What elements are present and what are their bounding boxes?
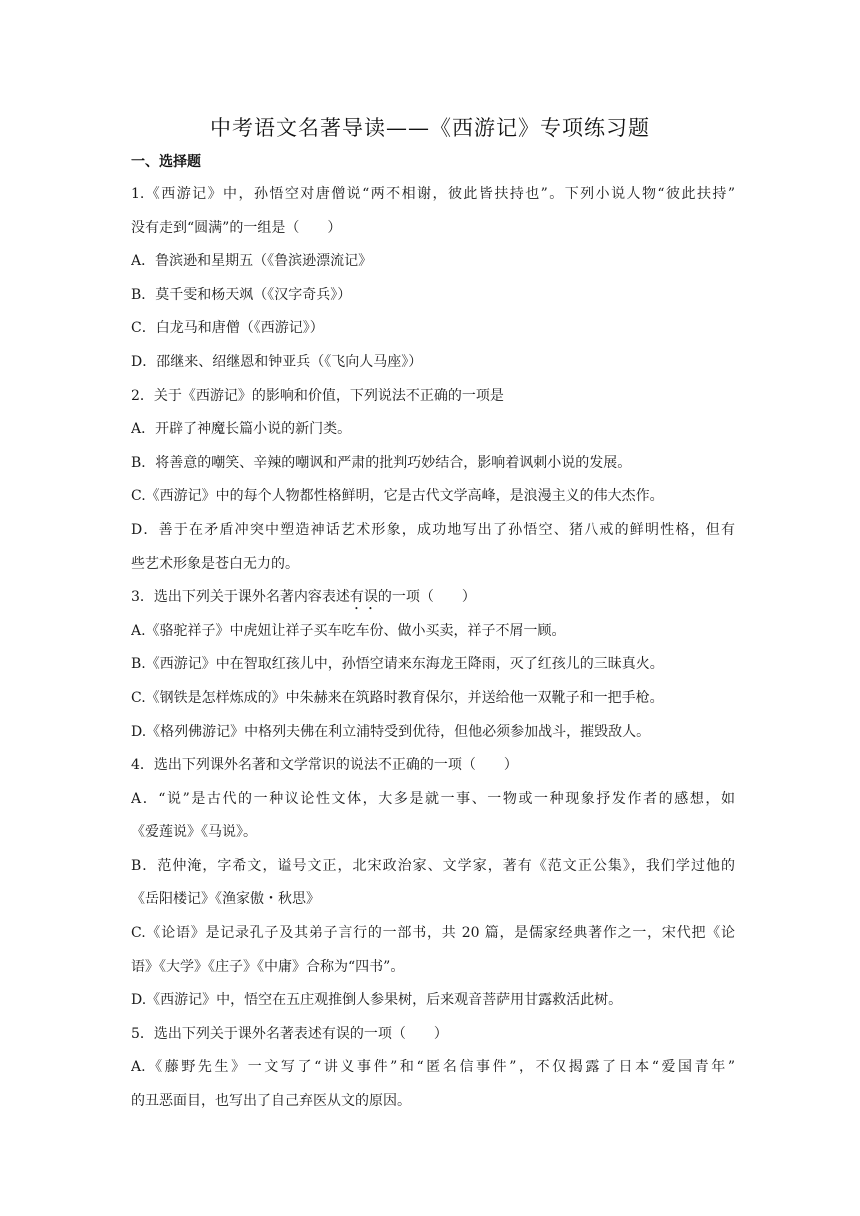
q4-option-c-line1: C.《论语》是记录孔子及其弟子言行的一部书，共 20 篇，是儒家经典著作之一，宋代把《论 [131, 925, 735, 942]
q3-stem [131, 581, 735, 615]
section-heading: 一、选择题 [131, 154, 201, 170]
q4-option-a-line1: A．“说”是古代的一种议论性文体，大多是就一事、一物或一种现象抒发作者的感想，如 [131, 790, 735, 807]
q1-option-b: B．莫千雯和杨天飒（《汉字奇兵》） [131, 286, 352, 303]
q4-option-b-line1: B．范仲淹，字希文，谥号文正，北宋政治家、文学家，著有《范文正公集》，我们学过他的 [131, 857, 735, 874]
q4-option-c-line2: 语》《大学》《庄子》《中庸》合称为“四书”。 [131, 958, 405, 975]
q1-stem-line1: 1.《西游记》中，孙悟空对唐僧说“两不相谢，彼此皆扶持也”。下列小说人物“彼此扶持” [131, 186, 735, 202]
q3-option-d: D.《格列佛游记》中格列夫佛在利立浦特受到优待，但他必须参加战斗，摧毁敌人。 [131, 723, 651, 740]
q1-option-d: D．邵继来、绍继恩和钟亚兵（《飞向人马座》） [131, 353, 423, 370]
question-list [131, 178, 735, 1119]
q1-option-a: A．鲁滨逊和星期五（《鲁滨逊漂流记》 [131, 253, 373, 270]
q5-option-a-line1: A.《藤野先生》一文写了“讲义事件”和“匿名信事件”，不仅揭露了日本“爱国青年” [131, 1059, 735, 1076]
q2-option-a: A．开辟了神魔长篇小说的新门类。 [131, 421, 352, 438]
q2-stem: 2．关于《西游记》的影响和价值，下列说法不正确的一项是 [131, 387, 504, 404]
q3-stem-pre: 3．选出下列关于课外名著内容表述 [131, 589, 350, 606]
q1-option-c: C．白龙马和唐僧（《西游记》） [131, 320, 324, 337]
q2-option-c: C.《西游记》中的每个人物都性格鲜明，它是古代文学高峰，是浪漫主义的伟大杰作。 [131, 488, 664, 505]
page-title: 中考语文名著导读——《西游记》专项练习题 [210, 116, 650, 140]
q1-stem-line2: 没有走到“圆满”的一组是（ ） [131, 219, 342, 236]
q3-stem-emphasis: 有误 [349, 589, 378, 606]
q3-option-a: A.《骆驼祥子》中虎妞让祥子买车吃车份、做小买卖，祥子不屑一顾。 [131, 622, 566, 639]
q2-option-d-line1: D．善于在矛盾冲突中塑造神话艺术形象，成功地写出了孙悟空、猪八戒的鲜明性格，但有 [131, 521, 735, 538]
q3-stem-post: 的一项（ ） [377, 589, 476, 606]
q5-stem: 5．选出下列关于课外名著表述有误的一项（ ） [131, 1025, 448, 1042]
q2-option-b: B．将善意的嘲笑、辛辣的嘲讽和严肃的批判巧妙结合，影响着讽刺小说的发展。 [131, 454, 632, 471]
q2-option-d-line2: 些艺术形象是苍白无力的。 [131, 555, 299, 572]
q4-option-a-line2: 《爱莲说》《马说》。 [131, 824, 257, 841]
q3-option-b: B.《西游记》中在智取红孩儿中，孙悟空请来东海龙王降雨，灭了红孩儿的三昧真火。 [131, 656, 664, 673]
q4-option-b-line2: 《岳阳楼记》《渔家傲・秋思》 [131, 891, 320, 908]
q4-option-d: D.《西游记》中，悟空在五庄观推倒人参果树，后来观音菩萨用甘露救活此树。 [131, 992, 623, 1009]
q5-option-a-line2: 的丑恶面目，也写出了自己弃医从文的原因。 [131, 1093, 411, 1110]
q3-option-c: C.《钢铁是怎样炼成的》中朱赫来在筑路时教育保尔，并送给他一双靴子和一把手枪。 [131, 689, 664, 706]
q4-stem: 4．选出下列课外名著和文学常识的说法不正确的一项（ ） [131, 757, 518, 774]
